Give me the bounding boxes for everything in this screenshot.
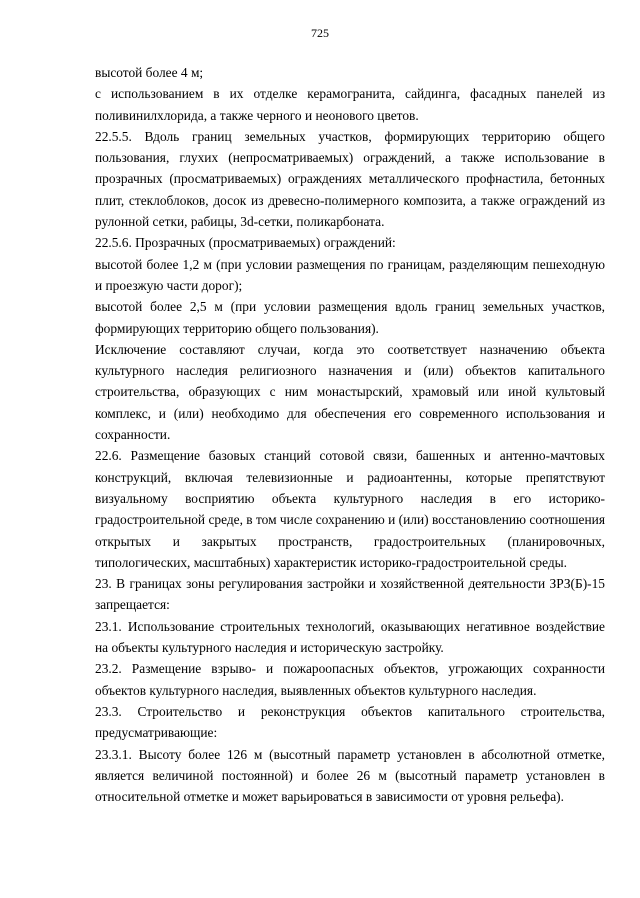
paragraph-facade-materials: с использованием в их отделке керамогранита, сайдинга, фасадных панелей из поливинилхлорида, а также черного и неонового цветов. [95,86,605,123]
paragraph-23-3-1: 23.3.1. Высоту более 126 м (высотный параметр установлен в абсолютной отметке, является величиной постоянной) и более 26 м (высотный параметр установлен в относительной отметке и может варьироваться в зависимости от уровня рельефа). [95,746,605,805]
paragraph-height-limit: высотой более 4 м; [95,65,204,80]
page-number: 725 [311,26,329,40]
paragraph-22-5-5: 22.5.5. Вдоль границ земельных участков, формирующих территорию общего пользования, глухих (непросматриваемых) ограждений, а также использование в прозрачных (просматриваемых) ограждениях металлического профнастила, бетонных плит, стеклоблоков, досок из древесно-полимерного композита, а также ограждений из рулонной сетки, рабицы, 3d-сетки, поликарбоната. [95,128,605,230]
paragraph-22-5-6: 22.5.6. Прозрачных (просматриваемых) ограждений: [95,235,396,251]
paragraph-23-3: 23.3. Строительство и реконструкция объектов капитального строительства, предусматривающие: [95,703,605,741]
paragraph-23-2: 23.2. Размещение взрыво- и пожароопасных объектов, угрожающих сохранности объектов культурного наследия, выявленных объектов культурного наследия. [95,661,605,698]
paragraph-fence-2-5m: высотой более 2,5 м (при условии размещения вдоль границ земельных участков, формирующих территорию общего пользования). [95,299,605,336]
paragraph-23-1: 23.1. Использование строительных технологий, оказывающих негативное воздействие на объекты культурного наследия и историческую застройку. [95,618,605,656]
paragraph-fence-1-2m: высотой более 1,2 м (при условии размещения по границам, разделяющим пешеходную и проезжую части дорог); [95,256,605,293]
paragraph-exception: Исключение составляют случаи, когда это соответствует назначению объекта культурного наследия религиозного назначения и (или) объектов капитального строительства, образующих с ним монастырский, храмовый или иной культовый комплекс, и (или) необходимо для обеспечения его современного использования и сохранности. [95,341,605,443]
paragraph-22-6: 22.6. Размещение базовых станций сотовой связи, башенных и антенно-мачтовых конструкций, включая телевизионные и радиоантенны, которые препятствуют визуальному восприятию объекта культурного наследия в его историко-градостроительной среде, в том числе сохранению и (или) восстановлению соотношения открытых и закрытых пространств, градостроительных (планировочных, типологических, масштабных) характеристик историко-градостроительной среды. [95,448,605,570]
paragraph-23: 23. В границах зоны регулирования застройки и хозяйственной деятельности ЗРЗ(Б)-15 запрещается: [95,576,605,613]
document-body [95,62,605,807]
